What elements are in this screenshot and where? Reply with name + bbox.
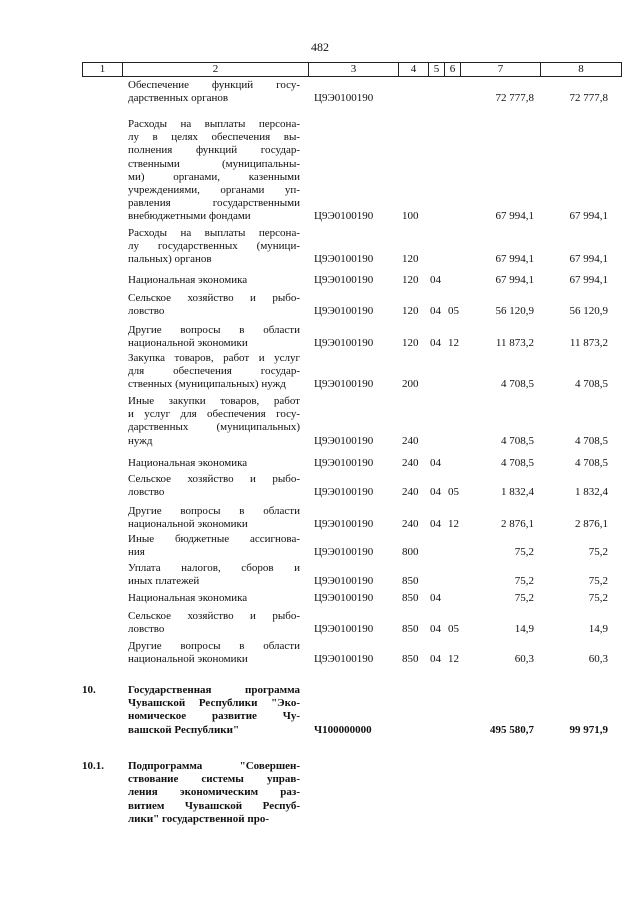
header-col-6: 6 (445, 63, 461, 76)
row-description (128, 79, 300, 105)
description-line: лу государственных (муници- (128, 240, 300, 253)
target-article-code: Ц9Э0100190 (314, 305, 374, 318)
description-line: ния (128, 546, 145, 559)
expense-type-code: 850 (402, 575, 419, 588)
description-line: ственными (муниципальны- (128, 157, 300, 170)
amount-col-8: 4 708,5 (575, 378, 608, 391)
section-code: 04 (430, 486, 441, 499)
subsection-code: 12 (448, 653, 459, 666)
amount-col-8: 56 120,9 (569, 305, 608, 318)
amount-col-8: 14,9 (588, 623, 608, 636)
expense-type-code: 850 (402, 653, 419, 666)
row-description (128, 118, 300, 224)
description-line: национальной экономики (128, 337, 248, 350)
row-description (128, 352, 300, 392)
description-line: витием Чувашской Респуб- (128, 799, 300, 812)
description-line: Сельское хозяйство и рыбо- (128, 292, 300, 304)
target-article-code: Ц9Э0100190 (314, 253, 374, 266)
description-line: равления государственными (128, 197, 300, 210)
amount-col-8: 67 994,1 (569, 274, 608, 286)
expense-type-code: 240 (402, 518, 419, 531)
amount-col-8: 4 708,5 (575, 434, 608, 447)
target-article-code: Ч100000000 (314, 723, 372, 736)
expense-type-code: 120 (402, 337, 419, 350)
description-line: вашской Республики" (128, 723, 240, 736)
description-line: внебюджетными фондами (128, 210, 251, 223)
expense-type-code: 850 (402, 592, 419, 604)
subsection-code: 05 (448, 623, 459, 636)
description-line: дарственных (муниципальных) (128, 421, 300, 434)
amount-col-8: 67 994,1 (569, 210, 608, 223)
row-description (128, 562, 300, 588)
description-line: Иные бюджетные ассигнова- (128, 533, 300, 545)
amount-col-7: 67 994,1 (495, 253, 534, 266)
description-line: нужд (128, 434, 153, 447)
description-line: Другие вопросы в области (128, 505, 300, 517)
row-description (128, 592, 300, 605)
amount-col-8: 67 994,1 (569, 253, 608, 266)
description-line: Уплата налогов, сборов и (128, 562, 300, 574)
header-col-7: 7 (461, 63, 541, 76)
description-line: ствование системы управ- (128, 773, 300, 786)
amount-col-8: 75,2 (588, 592, 608, 604)
header-col-5: 5 (429, 63, 445, 76)
amount-col-7: 495 580,7 (490, 723, 534, 736)
description-line: Закупка товаров, работ и услуг (128, 352, 300, 364)
description-line: Национальная экономика (128, 274, 248, 286)
subsection-code: 05 (448, 486, 459, 499)
section-code: 04 (430, 518, 441, 531)
amount-col-7: 2 876,1 (501, 518, 534, 531)
description-line: Национальная экономика (128, 592, 248, 604)
amount-col-7: 4 708,5 (501, 457, 534, 469)
expense-type-code: 120 (402, 305, 419, 318)
section-code: 04 (430, 457, 441, 469)
row-description (128, 684, 300, 737)
description-line: дарственных органов (128, 92, 229, 105)
description-line: лики" государственной про- (128, 812, 269, 825)
target-article-code: Ц9Э0100190 (314, 486, 374, 499)
description-line: Чувашской Республики "Эко- (128, 697, 300, 710)
description-line: полнения функций государ- (128, 144, 300, 157)
description-line: учреждениями, органами уп- (128, 184, 300, 197)
amount-col-7: 4 708,5 (501, 434, 534, 447)
description-line: Сельское хозяйство и рыбо- (128, 473, 300, 485)
expense-type-code: 850 (402, 623, 419, 636)
description-line: Другие вопросы в области (128, 324, 300, 336)
description-line: ловство (128, 486, 165, 499)
header-col-3: 3 (309, 63, 399, 76)
target-article-code: Ц9Э0100190 (314, 378, 374, 391)
description-line: ловство (128, 623, 165, 636)
target-article-code: Ц9Э0100190 (314, 434, 374, 447)
target-article-code: Ц9Э0100190 (314, 457, 374, 469)
description-line: национальной экономики (128, 518, 248, 531)
expense-type-code: 800 (402, 546, 419, 559)
row-description (128, 610, 300, 636)
row-number: 10. (82, 684, 96, 696)
expense-type-code: 240 (402, 486, 419, 499)
target-article-code: Ц9Э0100190 (314, 210, 374, 223)
amount-col-7: 72 777,8 (495, 92, 534, 105)
header-col-8: 8 (578, 63, 584, 75)
page-number: 482 (311, 40, 329, 54)
row-description (128, 473, 300, 499)
amount-col-8: 2 876,1 (575, 518, 608, 531)
row-description (128, 640, 300, 666)
expense-type-code: 240 (402, 457, 419, 469)
target-article-code: Ц9Э0100190 (314, 92, 374, 105)
amount-col-7: 11 873,2 (495, 337, 534, 350)
amount-col-7: 60,3 (514, 653, 534, 666)
section-code: 04 (430, 337, 441, 350)
amount-col-7: 75,2 (514, 546, 534, 559)
amount-col-7: 4 708,5 (501, 378, 534, 391)
description-line: для обеспечения государ- (128, 365, 300, 378)
amount-col-8: 4 708,5 (575, 457, 608, 469)
amount-col-8: 11 873,2 (569, 337, 608, 350)
description-line: Другие вопросы в области (128, 640, 300, 652)
description-line: Обеспечение функций госу- (128, 79, 300, 91)
target-article-code: Ц9Э0100190 (314, 592, 374, 604)
section-code: 04 (430, 653, 441, 666)
target-article-code: Ц9Э0100190 (314, 337, 374, 350)
row-description (128, 760, 300, 826)
target-article-code: Ц9Э0100190 (314, 546, 374, 559)
row-description (128, 533, 300, 559)
amount-col-8: 75,2 (588, 575, 608, 588)
description-line: Национальная экономика (128, 457, 248, 469)
target-article-code: Ц9Э0100190 (314, 623, 374, 636)
amount-col-7: 14,9 (514, 623, 534, 636)
target-article-code: Ц9Э0100190 (314, 575, 374, 588)
description-line: и услуг для обеспечения госу- (128, 408, 300, 421)
row-description (128, 457, 300, 470)
row-description (128, 227, 300, 267)
description-line: ственных (муниципальных) нужд (128, 378, 286, 391)
expense-type-code: 120 (402, 253, 419, 266)
section-code: 04 (430, 305, 441, 318)
header-col-2: 2 (123, 63, 309, 76)
description-line: номическое развитие Чу- (128, 710, 300, 723)
expense-type-code: 100 (402, 210, 419, 223)
description-line: Расходы на выплаты персона- (128, 227, 300, 239)
description-line: пальных) органов (128, 253, 212, 266)
description-line: Подпрограмма "Совершен- (128, 760, 300, 772)
header-col-1: 1 (83, 63, 123, 76)
description-line: ми) органами, казенными (128, 170, 300, 183)
description-line: ления экономическим раз- (128, 786, 300, 799)
amount-col-7: 75,2 (514, 592, 534, 604)
target-article-code: Ц9Э0100190 (314, 274, 374, 286)
amount-col-7: 67 994,1 (495, 210, 534, 223)
target-article-code: Ц9Э0100190 (314, 518, 374, 531)
subsection-code: 05 (448, 305, 459, 318)
row-number: 10.1. (82, 760, 104, 772)
amount-col-7: 1 832,4 (501, 486, 534, 499)
amount-col-8: 99 971,9 (569, 723, 608, 736)
amount-col-7: 56 120,9 (495, 305, 534, 318)
subsection-code: 12 (448, 337, 459, 350)
row-description (128, 395, 300, 448)
amount-col-8: 75,2 (588, 546, 608, 559)
amount-col-7: 67 994,1 (495, 274, 534, 286)
description-line: Сельское хозяйство и рыбо- (128, 610, 300, 622)
description-line: лу в целях обеспечения вы- (128, 131, 300, 144)
section-code: 04 (430, 623, 441, 636)
description-line: национальной экономики (128, 653, 248, 666)
amount-col-8: 1 832,4 (575, 486, 608, 499)
description-line: ловство (128, 305, 165, 318)
section-code: 04 (430, 592, 441, 604)
description-line: Государственная программа (128, 684, 300, 696)
row-description (128, 505, 300, 531)
header-col-4: 4 (399, 63, 429, 76)
description-line: иных платежей (128, 575, 200, 588)
expense-type-code: 240 (402, 434, 419, 447)
amount-col-7: 75,2 (514, 575, 534, 588)
amount-col-8: 72 777,8 (569, 92, 608, 105)
description-line: Расходы на выплаты персона- (128, 118, 300, 130)
expense-type-code: 120 (402, 274, 419, 286)
subsection-code: 12 (448, 518, 459, 531)
row-description (128, 274, 300, 287)
row-description (128, 292, 300, 318)
section-code: 04 (430, 274, 441, 286)
target-article-code: Ц9Э0100190 (314, 653, 374, 666)
amount-col-8: 60,3 (588, 653, 608, 666)
table-header (82, 62, 622, 77)
expense-type-code: 200 (402, 378, 419, 391)
description-line: Иные закупки товаров, работ (128, 395, 300, 407)
row-description (128, 324, 300, 350)
